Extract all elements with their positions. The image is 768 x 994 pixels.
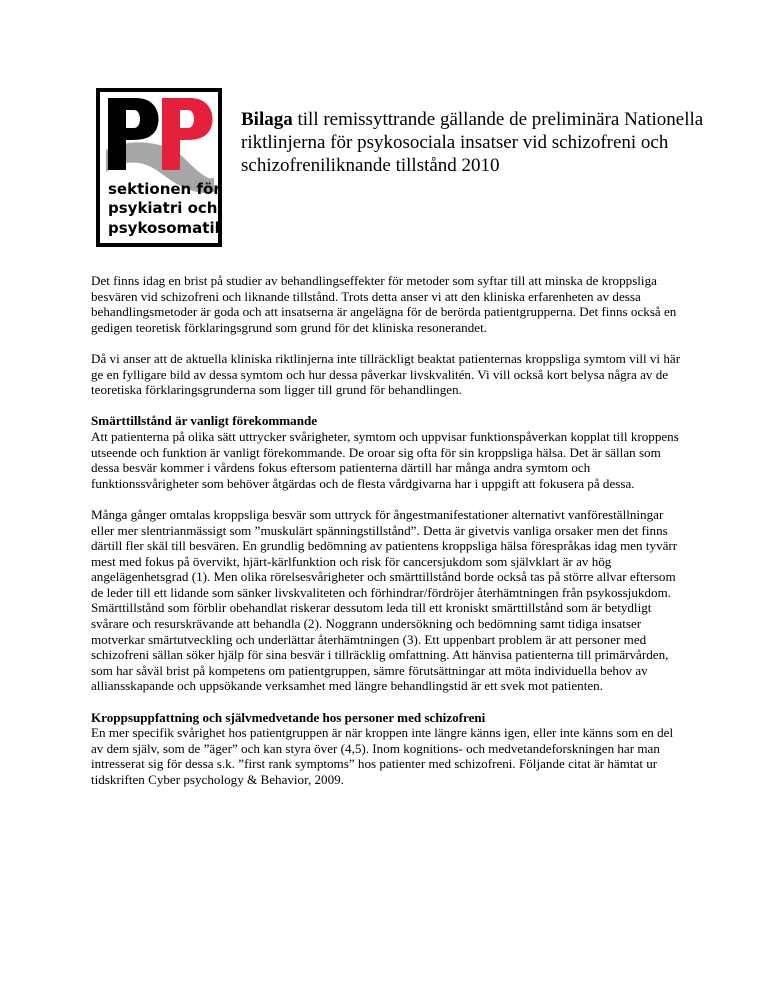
pain-paragraph-1: Att patienterna på olika sätt uttrycker svårigheter, symtom och uppvisar funktionspåverkan kopplat till kroppens utseende och funktion är vanligt förekommande. De oroar sig ofta för sin kroppsliga hälsa. Det är sällan som dessa besvär kommer i vårdens fokus eftersom patienterna därtill har många andra symtom och funktionssvårigheter som behöver åtgärdas och de flesta vårdgivarna har i uppgift att fokusera på dessa. [91, 428, 679, 491]
title-rest: till remissyttrande gällande de preliminära Nationella riktlinjerna för psykosociala insatser vid schizofreni och schizofreniliknande tillstånd 2010 [241, 109, 704, 176]
pp-logo-graphic [96, 88, 222, 247]
intro-paragraph-2: Då vi anser att de aktuella kliniska riktlinjerna inte tillräckligt beaktat patienternas kroppsliga symtom vill vi här ge en fylligare bild av dessa symtom och hur dessa påverkar livskvalitén. Vi vill också kort belysa några av de teoretiska förklaringsgrunderna som ligger till grund för behandlingen. [91, 350, 681, 398]
body-perception-paragraph-1: En mer specifik svårighet hos patientgruppen är när kroppen inte längre känns igen, eller inte känns som en del av dem själv, som de ”äger” och kan styra över (4,5). Inom kognitions- och medvetandeforskningen har man intresserat sig för dessa s.k. ”first rank symptoms” hos patienter med schizofreni. Följande citat är hämtat ur tidskriften Cyber psychology & Behavior, 2009. [91, 725, 674, 787]
logo-text-line2: psykiatri och [108, 199, 218, 217]
title-bold-word: Bilaga [241, 109, 293, 130]
logo [96, 88, 222, 247]
pain-paragraph-2: Många gånger omtalas kroppsliga besvär som uttryck för ångestmanifestationer alternativt vanföreställningar eller mer slentrianmässigt som ”muskulärt spänningstillstånd”. Detta är givetvis vanliga orsaker men det finns därtill fler skäl till besvären. En grundlig bedömning av patientens kroppsliga hälsa förespråkas idag men tyvärr mest med fokus på övervikt, hjärt-kärlfunktion och risk för cancersjukdom som självklart är av hög angelägenhetsgrad (1). Men olika rörelsesvårigheter och smärttillstånd borde också tas på större allvar eftersom de leder till ett lidande som sänker livskvaliteten och förhindrar/fördröjer återhämtningen från psykossjukdom. Smärttillstånd som förblir obehandlat riskerar dessutom leda till ett kroniskt smärttillstånd som är betydligt svårare och resurskrävande att behandla (2). Noggrann undersökning och bedömning samt tidiga insatser motverkar smärtutveckling och underlättar återhämtningen (3). Ett uppenbart problem är att personer med schizofreni sällan söker hjälp för sina besvär i tillräcklig omfattning. Att hänvisa patienterna till primärvården, som har såväl brist på kompetens om patientgruppen, sämre förutsättningar att möta individuella behov av alliansskapande och uppsökande verksamhet med längre behandlingstid är ett svek mot patienten. [91, 506, 678, 694]
section-heading-body-perception: Kroppsuppfattning och självmedvetande hos personer med schizofreni [91, 709, 486, 725]
section-heading-pain: Smärttillstånd är vanligt förekommande [91, 413, 318, 429]
intro-paragraph-1: Det finns idag en brist på studier av behandlingseffekter för metoder som syftar till att minska de kroppsliga besvären vid schizofreni och liknande tillstånd. Trots detta anser vi att den kliniska erfarenheten av dessa behandlingsmetoder är goda och att insatserna är angelägna för de berörda patientgrupperna. Det finns också en gedigen teoretisk förklaringsgrund som grund för det kliniska resonerandet. [91, 273, 677, 335]
document-body [91, 273, 681, 803]
document-title [241, 108, 721, 177]
logo-text-line1: sektionen för [108, 180, 221, 198]
logo-text-line3: psykosomatik [108, 219, 222, 237]
